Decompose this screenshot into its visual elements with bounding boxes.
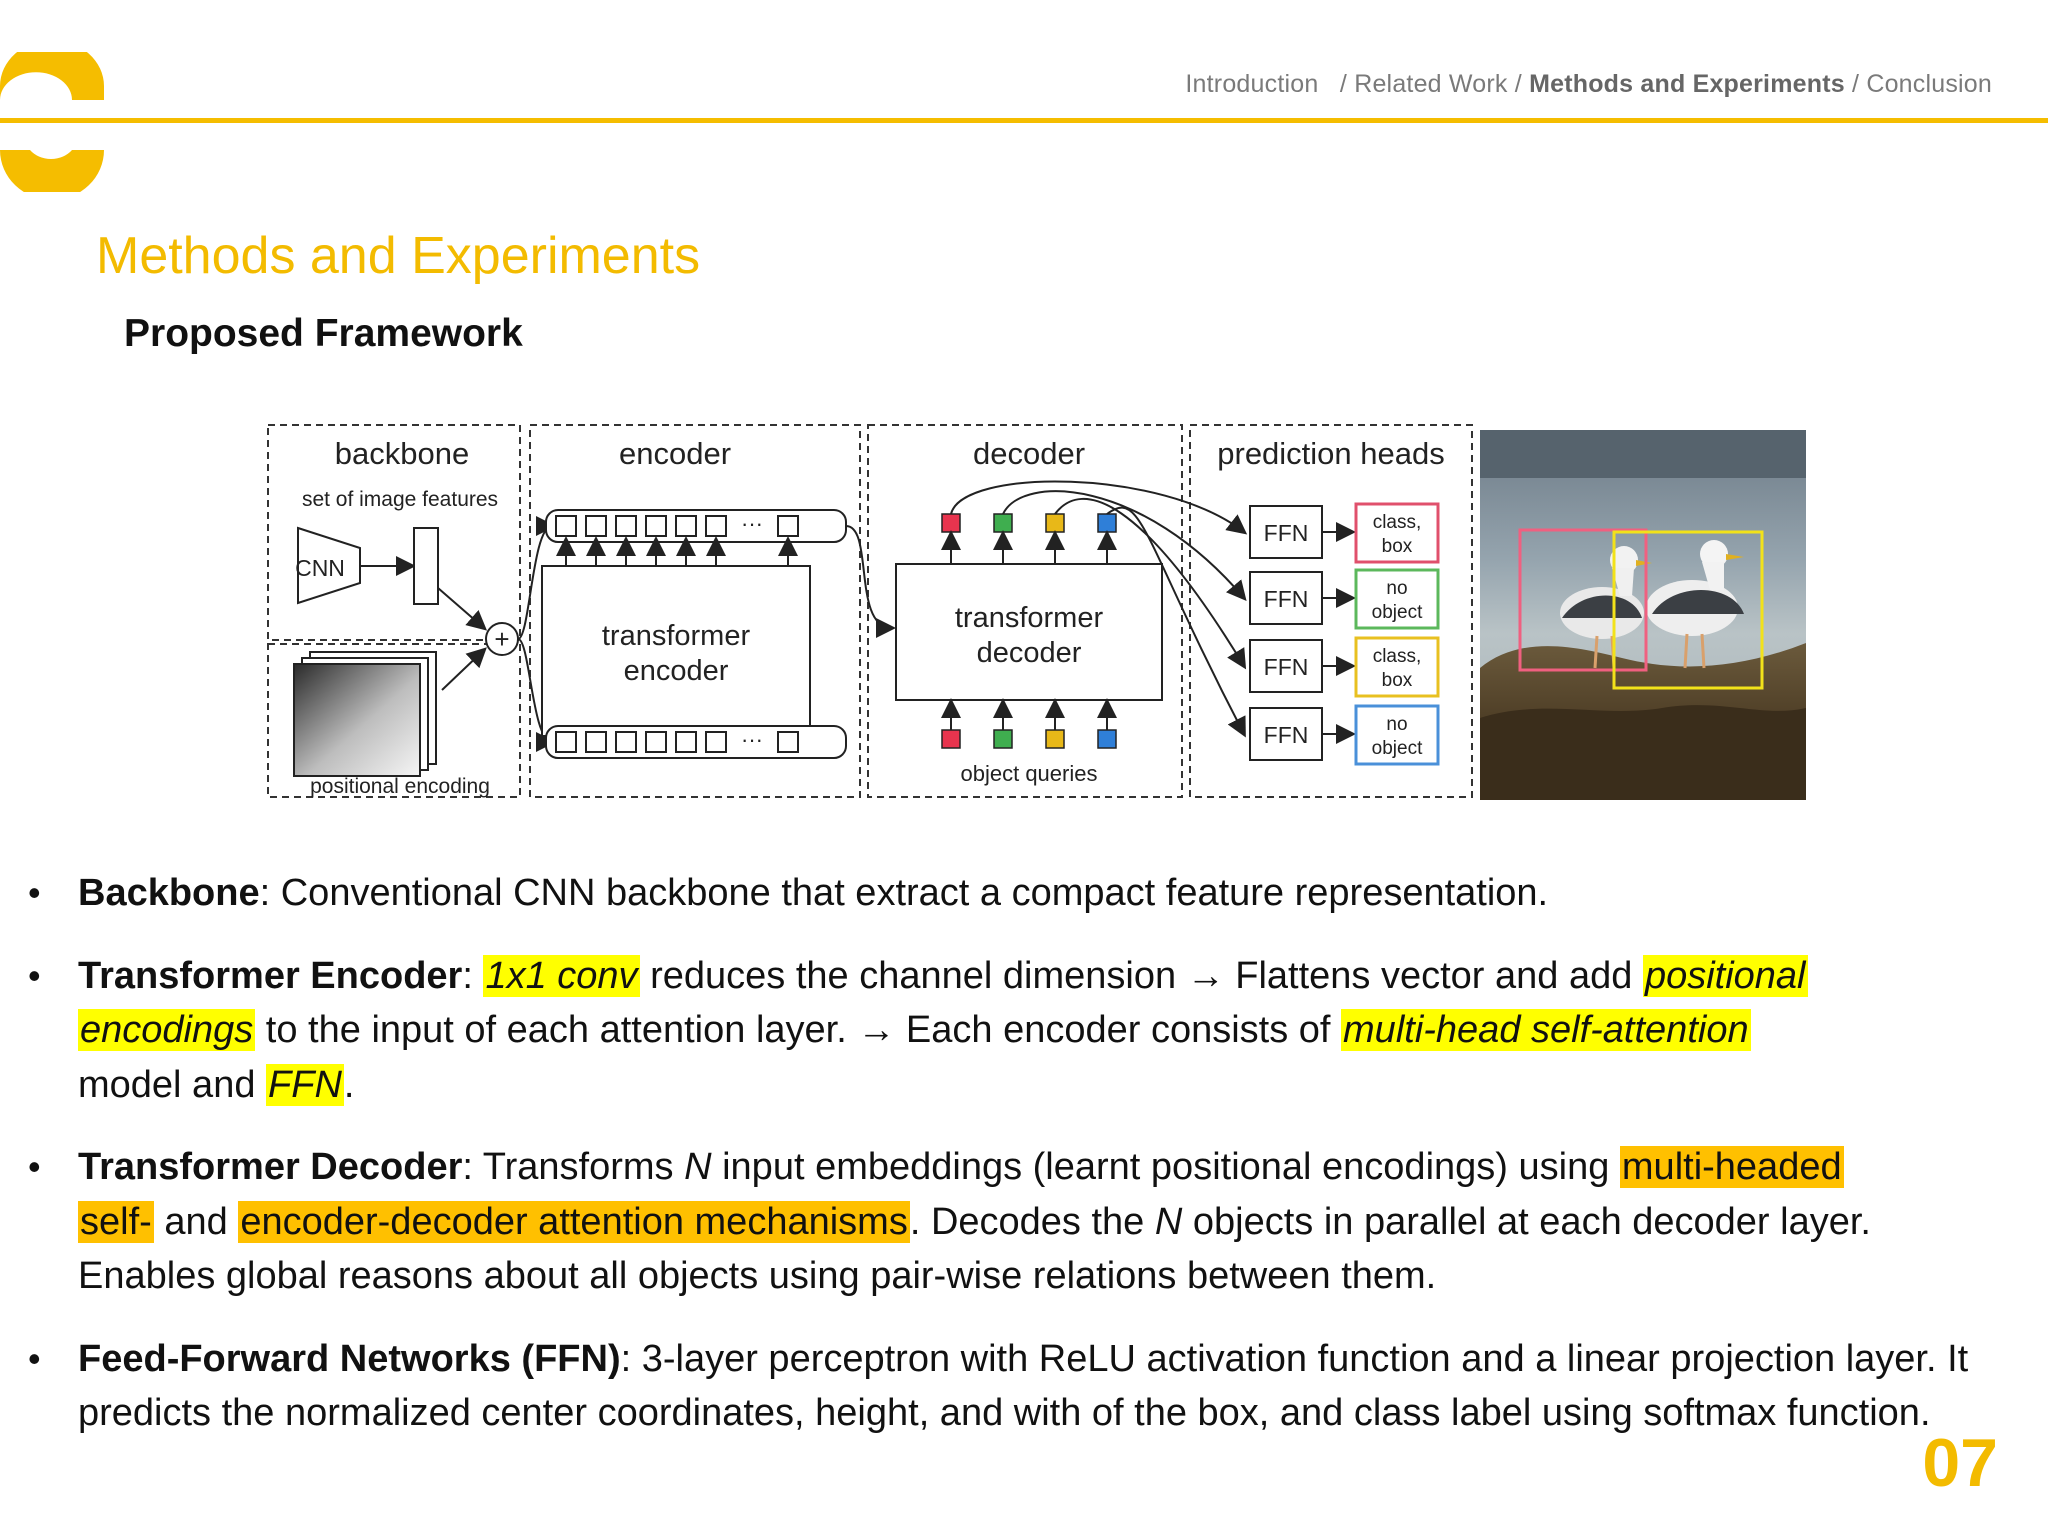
svg-text:box: box — [1381, 670, 1413, 691]
bullet-label: Transformer Decoder — [78, 1146, 463, 1188]
highlight-encoder-decoder-attention: encoder-decoder attention mechanisms — [240, 1200, 908, 1243]
bullet-text: . — [343, 1063, 355, 1106]
svg-text:no: no — [1386, 578, 1408, 599]
bullet-dot: • — [28, 1146, 41, 1187]
output-class-box — [1356, 504, 1438, 562]
feature-map-block — [414, 528, 438, 604]
bullet-text: Each encoder consists of — [895, 1009, 1342, 1051]
bullet-text: : 3-layer perceptron with ReLU activation function and a linear projection layer. It predicts the normalized center coordinates, height, and with of the box, and class label using softmax function. — [78, 1337, 1969, 1434]
cnn-label: CNN — [295, 555, 345, 581]
highlight-positional: positional — [1644, 954, 1806, 997]
bullet-dot: • — [28, 872, 41, 913]
nav-conclusion[interactable]: Conclusion — [1866, 70, 1992, 98]
nav-introduction[interactable]: Introduction — [1185, 70, 1319, 98]
highlight-self: self- — [80, 1200, 152, 1243]
highlight-multi-head-self-attention: multi-head self-attention — [1343, 1009, 1749, 1051]
decoder-block-label-1: transformer — [954, 602, 1104, 634]
highlight-1x1-conv: 1x1 conv — [485, 954, 638, 997]
token-ellipsis: ··· — [741, 511, 763, 536]
bullet-text: and — [153, 1200, 239, 1243]
backbone-title: backbone — [334, 436, 470, 471]
svg-text:FFN: FFN — [1263, 520, 1309, 546]
variable-n: N — [1154, 1200, 1183, 1243]
nav-methods-experiments[interactable]: Methods and Experiments — [1529, 70, 1845, 98]
svg-text:class,: class, — [1372, 646, 1422, 667]
highlight-ffn: FFN — [268, 1063, 342, 1106]
encoder-block-label-1: transformer — [601, 620, 751, 652]
plus-sign: + — [494, 624, 510, 654]
bullet-label: Feed-Forward Networks (FFN) — [78, 1337, 621, 1380]
bullet-text: : Transforms — [462, 1146, 685, 1188]
decoder-output-queries — [942, 514, 1116, 532]
arrow-icon: → — [857, 1009, 896, 1051]
output-no-object — [1356, 570, 1438, 628]
highlight-encodings: encodings — [80, 1009, 254, 1051]
svg-text:FFN: FFN — [1263, 654, 1309, 680]
bullet-text: . Decodes the — [909, 1200, 1155, 1243]
bullet-label: Backbone — [78, 872, 260, 914]
bullet-label: Transformer Encoder — [78, 954, 463, 997]
bullet-decoder — [28, 1140, 2018, 1304]
bullet-encoder — [28, 949, 2018, 1113]
svg-text:FFN: FFN — [1263, 586, 1309, 612]
object-queries — [942, 730, 1116, 748]
bullet-text: Flattens vector and add — [1224, 954, 1643, 997]
encoder-block-label-2: encoder — [623, 655, 729, 687]
token-ellipsis: ··· — [741, 727, 763, 752]
nav-related-work[interactable]: Related Work — [1354, 70, 1508, 98]
bullet-text: : — [462, 954, 484, 997]
ffn-head — [1250, 640, 1322, 692]
breadcrumb-nav — [1185, 70, 1992, 99]
bullet-text: objects in parallel at each decoder layer. Enables global reasons about all objects using pair-wise relations between them. — [78, 1200, 1871, 1297]
bullet-list — [28, 866, 2018, 1469]
svg-text:class,: class, — [1372, 512, 1422, 533]
output-no-object — [1356, 706, 1438, 764]
logo-icon — [0, 52, 110, 192]
arrow-icon: → — [1186, 954, 1225, 997]
page-title: Methods and Experiments — [96, 227, 701, 285]
page-number: 07 — [1922, 1425, 1998, 1501]
svg-text:object: object — [1371, 602, 1423, 623]
variable-n: N — [684, 1146, 712, 1188]
positional-encoding-label: positional encoding — [310, 775, 490, 798]
ffn-head — [1250, 506, 1322, 558]
bullet-dot: • — [28, 954, 41, 996]
ffn-head — [1250, 708, 1322, 760]
image-features-label: set of image features — [301, 488, 499, 511]
seagull-detection-photo — [1480, 430, 1806, 800]
object-queries-label: object queries — [960, 761, 1098, 786]
header-divider — [0, 118, 2048, 123]
nav-separator: / — [1339, 70, 1348, 98]
ffn-head — [1250, 572, 1322, 624]
nav-separator: / — [1852, 70, 1860, 98]
positional-encoding-image — [294, 664, 420, 776]
bullet-text: reduces the channel dimension — [639, 954, 1187, 997]
output-class-box — [1356, 638, 1438, 696]
detr-architecture-diagram — [262, 418, 1812, 803]
bullet-text: model and — [78, 1063, 267, 1106]
highlight-multi-headed: multi-headed — [1621, 1146, 1842, 1188]
bullet-ffn — [28, 1332, 2018, 1441]
svg-text:no: no — [1386, 714, 1408, 735]
encoder-title: encoder — [618, 436, 732, 471]
bullet-text: : Conventional CNN backbone that extract a compact feature representation. — [259, 872, 1549, 914]
prediction-heads-title: prediction heads — [1217, 436, 1445, 471]
svg-text:FFN: FFN — [1263, 722, 1309, 748]
nav-separator: / — [1514, 70, 1522, 98]
decoder-block-label-2: decoder — [976, 637, 1082, 669]
bullet-dot: • — [28, 1337, 41, 1379]
decoder-title: decoder — [972, 436, 1086, 471]
svg-text:box: box — [1381, 536, 1413, 557]
svg-text:object: object — [1371, 738, 1423, 759]
section-subtitle: Proposed Framework — [124, 312, 523, 355]
bullet-backbone — [28, 866, 2018, 921]
bullet-text: input embeddings (learnt positional encodings) using — [711, 1146, 1620, 1188]
bullet-text: to the input of each attention layer. — [255, 1009, 858, 1051]
